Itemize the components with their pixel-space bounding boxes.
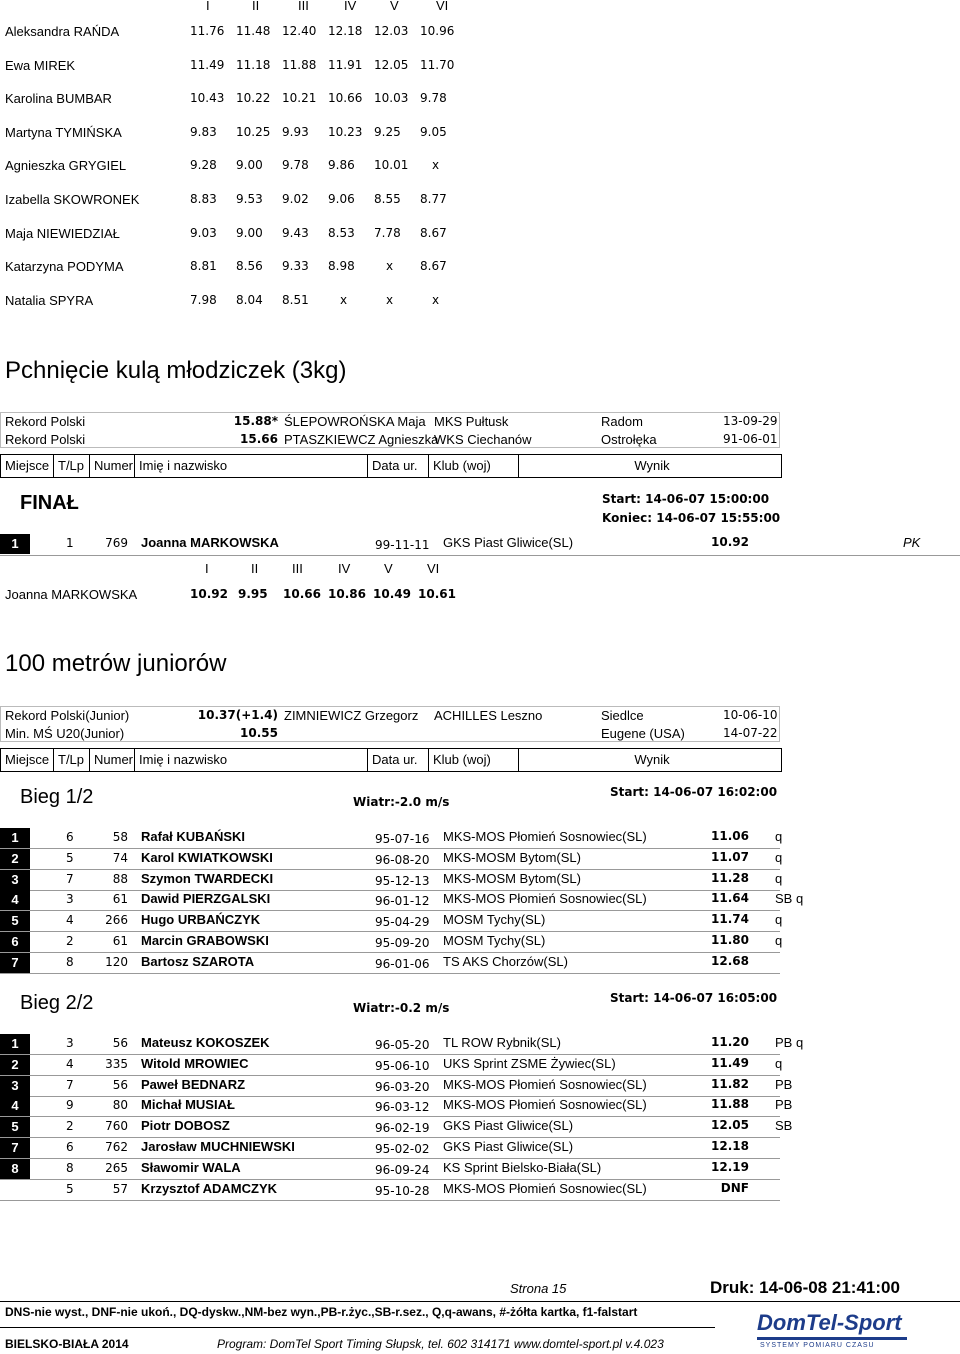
bib-number: 769: [105, 536, 128, 550]
athlete-name: Katarzyna PODYMA: [5, 259, 124, 275]
record-holder: ZIMNIEWICZ Grzegorz: [284, 708, 419, 723]
lane-number: 7: [66, 871, 74, 886]
birth-date: 95-02-02: [375, 1142, 430, 1156]
club-name: MOSM Tychy(SL): [443, 933, 546, 948]
attempt-value: x: [340, 292, 348, 307]
birth-date: 95-10-28: [375, 1183, 430, 1198]
birth-date: 96-08-20: [375, 852, 430, 867]
attempt-value: 9.86: [328, 158, 355, 173]
result-row: [0, 1117, 960, 1137]
record-date: 13-09-29: [723, 414, 778, 428]
athlete-name: Ewa MIREK: [5, 57, 76, 73]
attempt-value: 11.88: [282, 57, 317, 72]
series-row: [0, 125, 960, 145]
result-value: 12.05: [711, 1118, 749, 1133]
lane-number: 2: [66, 1119, 74, 1134]
athlete-name: Dawid PIERZGALSKI: [141, 891, 271, 907]
athlete-name: Maja NIEWIEDZIAŁ: [5, 225, 120, 241]
club-name: UKS Sprint ZSME Żywiec(SL): [443, 1055, 616, 1071]
series-row: [0, 259, 960, 279]
attempt-value: 11.48: [236, 24, 271, 38]
record-row: [0, 414, 960, 434]
athlete-name: Aleksandra RAŃDA: [5, 24, 120, 39]
rank-badge: 1: [0, 1034, 30, 1054]
start-heat-1: Start: 14-06-07 16:02:00: [610, 785, 778, 799]
birth-date: 96-01-06: [375, 956, 430, 971]
result-note: SB: [775, 1118, 793, 1134]
attempt-value: 10.43: [190, 91, 225, 106]
record-club: ACHILLES Leszno: [434, 708, 543, 723]
attempt-value: 9.78: [282, 158, 309, 173]
birth-date: 95-09-20: [375, 936, 430, 950]
result-note: q: [775, 829, 783, 844]
series-row: [0, 192, 960, 212]
legend-text: DNS-nie wyst., DNF-nie ukoń., DQ-dyskw.,NM-bez wyn.,PB-r.życ.,SB-r.sez., Q,q-awans, #-żółta kartka, f1-falstart: [5, 1305, 638, 1319]
result-row: [0, 953, 960, 973]
athlete-name: Paweł BEDNARZ: [141, 1076, 246, 1092]
result-value: 11.06: [711, 829, 749, 843]
attempt-value: 12.05: [374, 57, 409, 72]
column-header-miejsce: Miejsce: [1, 455, 54, 477]
attempt-value: 7.78: [374, 225, 401, 240]
attempt-value: 9.25: [374, 124, 401, 139]
rank-badge: 8: [0, 1159, 30, 1179]
record-row: [0, 726, 960, 746]
athlete-name: Jarosław MUCHNIEWSKI: [141, 1139, 295, 1154]
birth-date: 96-09-24: [375, 1162, 430, 1177]
bib-number: 762: [105, 1140, 128, 1154]
club-name: MKS-MOS Płomień Sosnowiec(SL): [443, 891, 647, 907]
footer-divider-bottom: [0, 1327, 715, 1328]
result-note: SB q: [775, 891, 804, 907]
result-note: q: [775, 1055, 783, 1071]
club-name: GKS Piast Gliwice(SL): [443, 535, 574, 550]
program-info: Program: DomTel Sport Timing Słupsk, tel. 602 314171 www.domtel-sport.pl v.4.023: [217, 1337, 664, 1351]
attempt-value: 10.86: [328, 587, 366, 601]
bib-number: 80: [112, 1098, 128, 1113]
attempt-value: 10.49: [373, 587, 411, 601]
athlete-name: Witold MROWIEC: [141, 1055, 249, 1071]
result-note: q: [775, 933, 783, 948]
club-name: MOSM Tychy(SL): [443, 912, 546, 928]
athlete-name: Joanna MARKOWSKA: [5, 587, 138, 602]
attempt-value: 10.23: [328, 124, 363, 139]
footer-divider-top: [0, 1301, 960, 1302]
athlete-name: Mateusz KOKOSZEK: [141, 1035, 270, 1050]
athlete-name: Marcin GRABOWSKI: [141, 933, 269, 948]
club-name: MKS-MOS Płomień Sosnowiec(SL): [443, 1097, 647, 1113]
rank-badge: 7: [0, 1138, 30, 1158]
attempt-value: 9.93: [282, 124, 309, 139]
column-header-wynik: Wynik: [634, 458, 670, 473]
round-title-final: FINAŁ: [20, 492, 79, 514]
attempt-value: 10.66: [283, 587, 321, 601]
bib-number: 57: [112, 1181, 128, 1196]
result-row: [0, 534, 960, 554]
heat-title-1: Bieg 1/2: [20, 786, 94, 808]
attempt-value: 8.77: [420, 192, 447, 206]
series-header-II: II: [252, 0, 260, 13]
lane-number: 7: [66, 1077, 74, 1092]
athlete-name: Agnieszka GRYGIEL: [5, 158, 127, 174]
attempt-value: 8.51: [282, 292, 309, 307]
section-title-100m: 100 metrów juniorów: [5, 650, 227, 677]
lane-number: 4: [66, 1056, 74, 1071]
club-name: MKS-MOS Płomień Sosnowiec(SL): [443, 829, 647, 844]
column-header-t-lp: T/Lp: [54, 455, 90, 477]
result-value: 11.20: [711, 1035, 749, 1049]
record-holder: PTASZKIEWCZ Agnieszka: [284, 432, 439, 447]
result-value: 10.92: [711, 535, 749, 549]
record-row: [0, 432, 960, 452]
result-value: 11.64: [711, 891, 749, 906]
result-note: q: [775, 912, 783, 928]
row-divider: [0, 973, 780, 974]
bib-number: 56: [112, 1077, 128, 1092]
bib-number: 56: [112, 1036, 128, 1050]
record-date: 10-06-10: [723, 708, 778, 722]
column-header-t-lp: T/Lp: [54, 749, 90, 771]
result-row: [0, 1180, 960, 1200]
club-name: MKS-MOS Płomień Sosnowiec(SL): [443, 1076, 647, 1092]
result-value: 12.18: [711, 1139, 749, 1153]
record-result: 15.88*: [233, 414, 278, 428]
result-row: [0, 1076, 960, 1096]
result-row: [0, 1055, 960, 1075]
result-value: 11.74: [711, 912, 749, 927]
series-header-row: [0, 561, 960, 581]
series-header-I: I: [205, 561, 209, 576]
club-name: MKS-MOS Płomień Sosnowiec(SL): [443, 1180, 647, 1196]
start-heat-2: Start: 14-06-07 16:05:00: [610, 991, 778, 1005]
lane-number: 9: [66, 1098, 74, 1113]
result-note: PB q: [775, 1035, 804, 1050]
record-place: Eugene (USA): [601, 726, 685, 741]
result-value: DNF: [720, 1180, 749, 1195]
rank-badge: 2: [0, 849, 30, 869]
attempt-value: 8.53: [328, 225, 355, 240]
wind-heat-1: Wiatr:-2.0 m/s: [353, 795, 450, 809]
column-header-imi-i-nazwisko: Imię i nazwisko: [135, 455, 368, 477]
lane-number: 8: [66, 1160, 74, 1175]
attempt-value: 9.83: [190, 124, 217, 139]
athlete-name: Karol KWIATKOWSKI: [141, 849, 273, 865]
record-label: Min. MŚ U20(Junior): [5, 726, 125, 741]
column-header-100m: [0, 748, 782, 772]
series-header-VI: VI: [427, 561, 440, 576]
attempt-value: x: [386, 259, 394, 274]
rank-badge: 3: [0, 870, 30, 890]
attempt-value: 9.02: [282, 192, 309, 206]
bib-number: 88: [112, 871, 128, 886]
lane-number: 6: [66, 1140, 74, 1154]
attempt-value: 9.43: [282, 225, 309, 240]
record-result: 10.37(+1.4): [197, 708, 278, 722]
attempt-value: 11.18: [236, 57, 271, 72]
athlete-name: Szymon TWARDECKI: [141, 870, 274, 886]
attempt-value: x: [432, 292, 440, 307]
column-header-numer: Numer: [90, 455, 135, 477]
athlete-name: Bartosz SZAROTA: [141, 953, 255, 969]
print-date: Druk: 14-06-08 21:41:00: [710, 1278, 900, 1297]
rank-badge: 7: [0, 953, 30, 973]
result-note: PB: [775, 1076, 793, 1092]
page-number: Strona 15: [510, 1281, 567, 1296]
attempt-value: 10.01: [374, 158, 409, 173]
series-header-I: I: [206, 0, 210, 13]
series-row: [0, 24, 960, 44]
attempt-value: 9.78: [420, 91, 447, 106]
result-value: 11.28: [711, 870, 749, 885]
attempt-value: 9.95: [238, 587, 268, 601]
result-row: [0, 849, 960, 869]
attempt-value: 8.83: [190, 192, 217, 206]
record-label: Rekord Polski: [5, 432, 86, 447]
record-row: [0, 708, 960, 728]
attempt-value: 11.70: [420, 57, 455, 72]
record-result: 15.66: [240, 432, 278, 446]
result-value: 11.88: [711, 1097, 749, 1112]
bib-number: 74: [112, 850, 128, 865]
athlete-name: Michał MUSIAŁ: [141, 1097, 235, 1113]
series-header-II: II: [251, 561, 259, 576]
series-header-IV: IV: [338, 561, 351, 576]
attempt-value: 10.22: [236, 91, 271, 106]
attempt-value: 10.03: [374, 91, 409, 106]
attempt-value: 12.03: [374, 24, 409, 38]
section-title-shot: Pchnięcie kulą młodziczek (3kg): [5, 357, 347, 384]
athlete-name: Martyna TYMIŃSKA: [5, 124, 122, 140]
column-header-imi-i-nazwisko: Imię i nazwisko: [135, 749, 368, 771]
series-row: [0, 226, 960, 246]
athlete-name: Sławomir WALA: [141, 1159, 241, 1175]
lane-number: 3: [66, 892, 74, 907]
attempt-value: 9.28: [190, 158, 217, 173]
birth-date: 96-01-12: [375, 894, 430, 909]
record-place: Siedlce: [601, 708, 644, 723]
attempt-value: 9.03: [190, 225, 217, 240]
bib-number: 265: [105, 1160, 128, 1175]
row-divider: [0, 1200, 780, 1201]
result-row: [0, 932, 960, 952]
result-value: 12.19: [711, 1159, 749, 1174]
rank-badge: 1: [0, 534, 30, 554]
lane-number: 4: [66, 913, 74, 928]
attempt-value: 10.92: [190, 587, 228, 601]
bib-number: 61: [112, 934, 128, 948]
bib-number: 760: [105, 1119, 128, 1134]
birth-date: 96-03-12: [375, 1100, 430, 1115]
attempt-value: x: [432, 158, 440, 173]
lane-number: 8: [66, 954, 74, 969]
result-row: [0, 1096, 960, 1116]
lane-number: 6: [66, 830, 74, 844]
series-header-III: III: [292, 561, 303, 576]
attempt-value: 10.25: [236, 124, 271, 139]
column-header-data-ur-: Data ur.: [368, 749, 429, 771]
series-header-row: [0, 0, 960, 18]
athlete-name: Piotr DOBOSZ: [141, 1118, 230, 1134]
series-row: [0, 158, 960, 178]
record-club: MKS Pułtusk: [434, 414, 509, 429]
domtel-logo: DomTel-Sport: [757, 1310, 902, 1335]
logo-subtitle: SYSTEMY POMIARU CZASU: [760, 1342, 875, 1349]
birth-date: 96-05-20: [375, 1038, 430, 1052]
athlete-name: Joanna MARKOWSKA: [141, 535, 279, 550]
athlete-name: Rafał KUBAŃSKI: [141, 829, 246, 844]
athlete-name: Natalia SPYRA: [5, 292, 94, 308]
lane-number: 2: [66, 934, 74, 948]
result-value: 11.82: [711, 1076, 749, 1091]
logo-underline: [757, 1337, 907, 1340]
club-name: KS Sprint Bielsko-Biała(SL): [443, 1159, 602, 1175]
result-row: [0, 1034, 960, 1054]
attempt-value: 8.55: [374, 192, 401, 206]
club-name: TS AKS Chorzów(SL): [443, 953, 568, 969]
result-note: PB: [775, 1097, 793, 1113]
attempt-value: 9.00: [236, 225, 263, 240]
record-place: Radom: [601, 414, 643, 429]
result-value: 11.07: [711, 849, 749, 864]
record-holder: ŚLEPOWROŃSKA Maja: [284, 414, 426, 429]
attempt-value: 9.06: [328, 192, 355, 206]
birth-date: 99-11-11: [375, 538, 430, 552]
series-row: [0, 58, 960, 78]
bib-number: 266: [105, 913, 128, 928]
series-header-IV: IV: [344, 0, 357, 13]
result-note: q: [775, 849, 783, 865]
column-header-data-ur-: Data ur.: [368, 455, 429, 477]
series-header-VI: VI: [436, 0, 449, 13]
series-header-V: V: [384, 561, 393, 576]
record-club: WKS Ciechanów: [434, 432, 532, 447]
heat-title-2: Bieg 2/2: [20, 992, 94, 1014]
column-header-numer: Numer: [90, 749, 135, 771]
club-name: MKS-MOSM Bytom(SL): [443, 849, 581, 865]
result-row: [0, 870, 960, 890]
attempt-value: 10.61: [418, 587, 456, 601]
series-row: [0, 91, 960, 111]
lane-number: 3: [66, 1036, 74, 1050]
column-header-klub-woj-: Klub (woj): [429, 749, 519, 771]
record-date: 14-07-22: [723, 726, 778, 740]
end-time-final: Koniec: 14-06-07 15:55:00: [602, 511, 781, 525]
attempt-value: 11.49: [190, 57, 225, 72]
bib-number: 61: [112, 892, 128, 907]
record-place: Ostrołęka: [601, 432, 657, 447]
attempt-value: 12.18: [328, 24, 363, 38]
attempt-value: 10.96: [420, 24, 455, 38]
lane-number: 5: [66, 1181, 74, 1196]
attempt-value: 9.05: [420, 124, 447, 139]
result-row: [0, 911, 960, 931]
club-name: TL ROW Rybnik(SL): [443, 1035, 561, 1050]
attempt-value: x: [386, 292, 394, 307]
attempt-value: 8.56: [236, 259, 263, 274]
result-note: PK: [903, 535, 921, 550]
bib-number: 335: [105, 1056, 128, 1071]
birth-date: 96-02-19: [375, 1121, 430, 1136]
attempt-value: 9.53: [236, 192, 263, 206]
attempt-value: 10.66: [328, 91, 363, 106]
rank-badge: 1: [0, 828, 30, 848]
attempt-value: 11.91: [328, 57, 363, 72]
result-row: [0, 1159, 960, 1179]
attempt-value: 11.76: [190, 24, 225, 38]
column-header-klub-woj-: Klub (woj): [429, 455, 519, 477]
attempt-value: 8.04: [236, 292, 263, 307]
result-row: [0, 1138, 960, 1158]
attempt-value: 8.67: [420, 259, 447, 274]
attempt-value: 10.21: [282, 91, 317, 106]
birth-date: 95-04-29: [375, 915, 430, 930]
attempt-value: 9.33: [282, 259, 309, 274]
birth-date: 96-03-20: [375, 1079, 430, 1094]
rank-badge: 5: [0, 1117, 30, 1137]
birth-date: 95-07-16: [375, 832, 430, 846]
series-row: [0, 587, 960, 607]
result-note: q: [775, 870, 783, 886]
event-name: BIELSKO-BIAŁA 2014: [5, 1337, 129, 1351]
attempt-value: 9.00: [236, 158, 263, 173]
athlete-name: Krzysztof ADAMCZYK: [141, 1180, 278, 1196]
birth-date: 95-12-13: [375, 873, 430, 888]
column-header-wynik: Wynik: [634, 752, 670, 767]
rank-badge: 5: [0, 911, 30, 931]
row-divider: [0, 555, 960, 556]
rank-badge: 3: [0, 1076, 30, 1096]
attempt-value: 8.98: [328, 259, 355, 274]
column-header-shot: [0, 454, 782, 478]
lane-number: 5: [66, 850, 74, 865]
wind-heat-2: Wiatr:-0.2 m/s: [353, 1001, 450, 1015]
attempt-value: 8.67: [420, 225, 447, 240]
athlete-name: Karolina BUMBAR: [5, 91, 112, 107]
series-header-V: V: [390, 0, 399, 13]
result-row: [0, 890, 960, 910]
rank-badge: 6: [0, 932, 30, 952]
result-value: 11.80: [711, 933, 749, 947]
athlete-name: Izabella SKOWRONEK: [5, 192, 140, 207]
series-row: [0, 293, 960, 313]
lane-number: 1: [66, 536, 74, 550]
result-row: [0, 828, 960, 848]
record-result: 10.55: [240, 726, 278, 740]
athlete-name: Hugo URBAŃCZYK: [141, 912, 261, 928]
record-label: Rekord Polski: [5, 414, 86, 429]
record-date: 91-06-01: [723, 432, 778, 446]
series-header-III: III: [298, 0, 309, 13]
club-name: GKS Piast Gliwice(SL): [443, 1118, 574, 1134]
club-name: MKS-MOSM Bytom(SL): [443, 870, 581, 886]
result-value: 12.68: [711, 953, 749, 968]
attempt-value: 7.98: [190, 292, 217, 307]
bib-number: 120: [105, 954, 128, 969]
rank-badge: 4: [0, 890, 30, 910]
attempt-value: 8.81: [190, 259, 217, 274]
bib-number: 58: [112, 830, 128, 844]
rank-badge: 2: [0, 1055, 30, 1075]
record-label: Rekord Polski(Junior): [5, 708, 130, 723]
club-name: GKS Piast Gliwice(SL): [443, 1139, 574, 1154]
attempt-value: 12.40: [282, 24, 317, 38]
column-header-miejsce: Miejsce: [1, 749, 54, 771]
rank-badge: 4: [0, 1096, 30, 1116]
birth-date: 95-06-10: [375, 1058, 430, 1073]
start-time-final: Start: 14-06-07 15:00:00: [602, 492, 770, 506]
result-value: 11.49: [711, 1055, 749, 1070]
